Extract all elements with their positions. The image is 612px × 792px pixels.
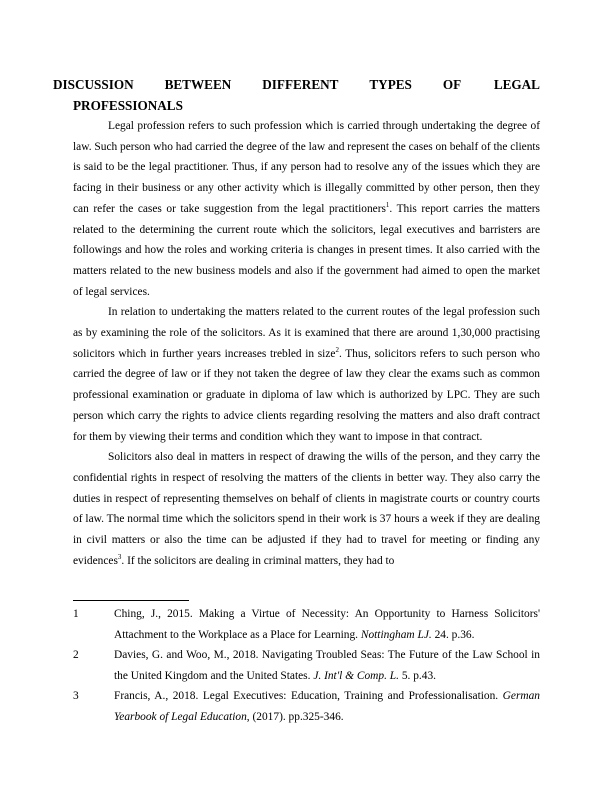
heading-word: DISCUSSION [53, 77, 134, 92]
footnote-text [114, 604, 540, 645]
footnote-ref[interactable]: 2 [335, 345, 339, 354]
journal-title: Nottingham LJ. [360, 628, 432, 641]
citation: Davies, G. and Woo, M., 2018. Navigating Troubled Seas: The Future of the Law School in the United Kingdom and the United States. [114, 649, 540, 682]
footnote-ref[interactable]: 1 [385, 201, 390, 210]
footnote-text [114, 686, 540, 727]
footnote-number: 2 [73, 649, 79, 661]
heading-line-1: DISCUSSION BETWEEN DIFFERENT TYPES OF LEGAL [73, 74, 540, 95]
footnote-1 [73, 604, 540, 645]
footnote-number: 3 [73, 690, 79, 702]
paragraph-text: In relation to undertaking the matters related to the current routes of the legal profession such as by examining the role of the solicitors. As it is examined that there are around 1,30,000 practising solicitors which in further years increases trebled in size [73, 306, 540, 360]
paragraph-2 [73, 302, 540, 447]
journal-title: J. Int'l & Comp. L. [313, 669, 399, 682]
citation-tail: 5. p.43. [398, 669, 436, 682]
paragraph-text: . Thus, solicitors refers to such person who carried the degree of law or if they not taken the degree of law they clear the exams such as common professional examination or graduate in diploma of law which is authorized by LPC. They are such person which carry the rights to advice clients regarding resolving the matters and also draft contract for them by viewing their terms and condition which they want to impose in that contract. [73, 347, 540, 443]
paragraph-3 [73, 447, 540, 571]
heading-word: LEGAL [493, 77, 540, 92]
footnotes [73, 604, 540, 727]
heading-word: TYPES [369, 77, 412, 92]
heading-line-2: PROFESSIONALS [73, 98, 183, 113]
paragraph-text: Legal profession refers to such profession which is carried through undertaking the degree of law. Such person who had carried the degree of the law and represent the cases on behalf of the clients is said to be the legal practitioner. Thus, if any person had to resolve any of the issues which they are facing in their business or any other activity which is illegally committed by other person, then they can refer the cases or take suggestion from the legal practitioners [73, 120, 540, 215]
footnote-3 [73, 686, 540, 727]
heading-word: DIFFERENT [262, 77, 339, 92]
footnote-text [114, 645, 540, 686]
footnote-separator [73, 600, 189, 601]
paragraph-text: Solicitors also deal in matters in respect of drawing the wills of the person, and they carry the confidential rights in respect of resolving the matters of the clients in better way. They also carry the duties in respect of representing themselves on behalf of clients in magistrate courts or country courts of law. The normal time which the solicitors spend in their work is 37 hours a week if they are dealing in civil matters or also the time can be adjusted if they had to travel for meeting or finding any evidences [73, 451, 540, 567]
footnote-2 [73, 645, 540, 686]
paragraph-text: . This report carries the matters related to the determining the current route which the solicitors, legal executives and barristers are followings and how the roles and working criteria is changes in present times. It also carried with the matters related to the new business models and also if the government had aimed to open the market of legal services. [73, 202, 540, 298]
citation-tail: 24. p.36. [431, 628, 475, 641]
citation: Francis, A., 2018. Legal Executives: Education, Training and Professionalisation. [114, 690, 503, 702]
footnote-number: 1 [73, 608, 79, 620]
section-heading [53, 74, 540, 116]
heading-word: BETWEEN [164, 77, 232, 92]
paragraph-text: . If the solicitors are dealing in criminal matters, they had to [121, 554, 395, 567]
paragraph-1 [73, 116, 540, 302]
footnote-ref[interactable]: 3 [117, 552, 122, 561]
citation: Ching, J., 2015. Making a Virtue of Necessity: An Opportunity to Harness Solicitors' Attachment to the Workplace as a Place for Learning. [114, 608, 540, 641]
citation-tail: , (2017). pp.325-346. [246, 710, 344, 723]
document-page [53, 74, 540, 571]
journal-title: German Yearbook of Legal Education [114, 690, 540, 723]
